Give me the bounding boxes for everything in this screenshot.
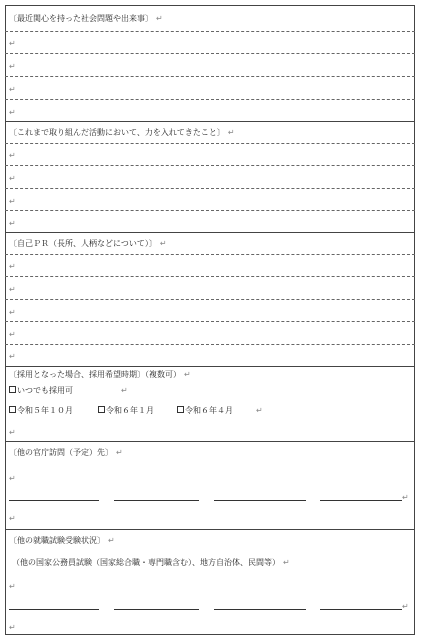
paragraph-mark: ↵: [9, 151, 16, 160]
option-label: 令和６年１月: [106, 406, 154, 415]
fill-in-line[interactable]: [9, 609, 99, 610]
section-divider: [5, 232, 415, 233]
paragraph-mark: ↵: [9, 514, 16, 523]
dashed-line: [5, 143, 415, 144]
fill-in-line[interactable]: [320, 500, 402, 501]
section-divider: [5, 121, 415, 122]
paragraph-mark: ↵: [121, 386, 128, 395]
dashed-line: [5, 254, 415, 255]
fill-in-line[interactable]: [9, 500, 99, 501]
paragraph-mark: ↵: [9, 352, 16, 361]
checkbox[interactable]: [9, 406, 16, 413]
dashed-line: [5, 276, 415, 277]
dashed-line: [5, 188, 415, 189]
section-title-self-pr: [9, 239, 167, 249]
option-r6-apr[interactable]: [177, 406, 233, 416]
section-title-text: 〔他の官庁訪問（予定）先〕: [9, 448, 113, 457]
option-label: 令和６年４月: [185, 406, 233, 415]
section-title-text: 〔他の就職試験受験状況〕: [9, 536, 105, 545]
dashed-line: [5, 31, 415, 32]
fill-in-line[interactable]: [114, 609, 199, 610]
paragraph-mark: ↵: [9, 219, 16, 228]
checkbox[interactable]: [9, 386, 16, 393]
other-exams-note: [12, 558, 290, 568]
section-divider: [5, 529, 415, 530]
fill-in-line[interactable]: [114, 500, 199, 501]
paragraph-mark: ↵: [9, 174, 16, 183]
option-anytime[interactable]: [9, 386, 73, 396]
dashed-line: [5, 76, 415, 77]
option-r5-oct[interactable]: [9, 406, 73, 416]
section-title-recent-issues: [9, 14, 163, 24]
paragraph-mark: ↵: [9, 108, 16, 117]
note-text: （他の国家公務員試験（国家総合職・専門職含む）、地方自治体、民間等）: [12, 558, 280, 567]
paragraph-mark: ↵: [9, 39, 16, 48]
section-title-hiring-timing: [9, 370, 191, 380]
paragraph-mark: ↵: [256, 406, 263, 415]
fill-in-line[interactable]: [214, 609, 306, 610]
paragraph-mark: ↵: [9, 428, 16, 437]
paragraph-mark: ↵: [9, 308, 16, 317]
dashed-line: [5, 99, 415, 100]
paragraph-mark: ↵: [9, 330, 16, 339]
paragraph-mark: ↵: [9, 62, 16, 71]
paragraph-mark: ↵: [402, 493, 409, 502]
checkbox[interactable]: [177, 406, 184, 413]
section-title-activities: [9, 128, 235, 138]
paragraph-mark: ↵: [9, 85, 16, 94]
paragraph-mark: ↵: [227, 128, 235, 137]
option-label: 令和５年１０月: [17, 406, 73, 415]
paragraph-mark: ↵: [283, 558, 290, 567]
dashed-line: [5, 344, 415, 345]
fill-in-line[interactable]: [320, 609, 402, 610]
paragraph-mark: ↵: [9, 623, 16, 632]
paragraph-mark: ↵: [156, 14, 163, 23]
paragraph-mark: ↵: [108, 536, 115, 545]
section-title-text: 〔自己ＰＲ（長所、人柄などについて）〕: [9, 239, 157, 248]
paragraph-mark: ↵: [402, 602, 409, 611]
paragraph-mark: ↵: [9, 285, 16, 294]
paragraph-mark: ↵: [9, 582, 16, 591]
paragraph-mark: ↵: [9, 197, 16, 206]
section-divider: [5, 441, 415, 442]
dashed-line: [5, 321, 415, 322]
section-title-other-visits: [9, 448, 123, 458]
option-r6-jan[interactable]: [98, 406, 154, 416]
dashed-line: [5, 210, 415, 211]
paragraph-mark: ↵: [9, 474, 16, 483]
dashed-line: [5, 53, 415, 54]
dashed-line: [5, 165, 415, 166]
fill-in-line[interactable]: [214, 500, 306, 501]
section-title-text: 〔これまで取り組んだ活動において、力を入れてきたこと〕: [9, 128, 225, 137]
section-title-text: 〔採用となった場合、採用希望時期〕（複数可）: [9, 370, 181, 379]
paragraph-mark: ↵: [184, 370, 191, 379]
paragraph-mark: ↵: [159, 239, 167, 248]
section-title-text: 〔最近関心を持った社会問題や出来事〕: [9, 14, 153, 23]
section-title-other-exams: [9, 536, 115, 546]
option-label: いつでも採用可: [17, 386, 73, 395]
section-divider: [5, 366, 415, 367]
dashed-line: [5, 299, 415, 300]
paragraph-mark: ↵: [9, 262, 16, 271]
paragraph-mark: ↵: [116, 448, 123, 457]
checkbox[interactable]: [98, 406, 105, 413]
